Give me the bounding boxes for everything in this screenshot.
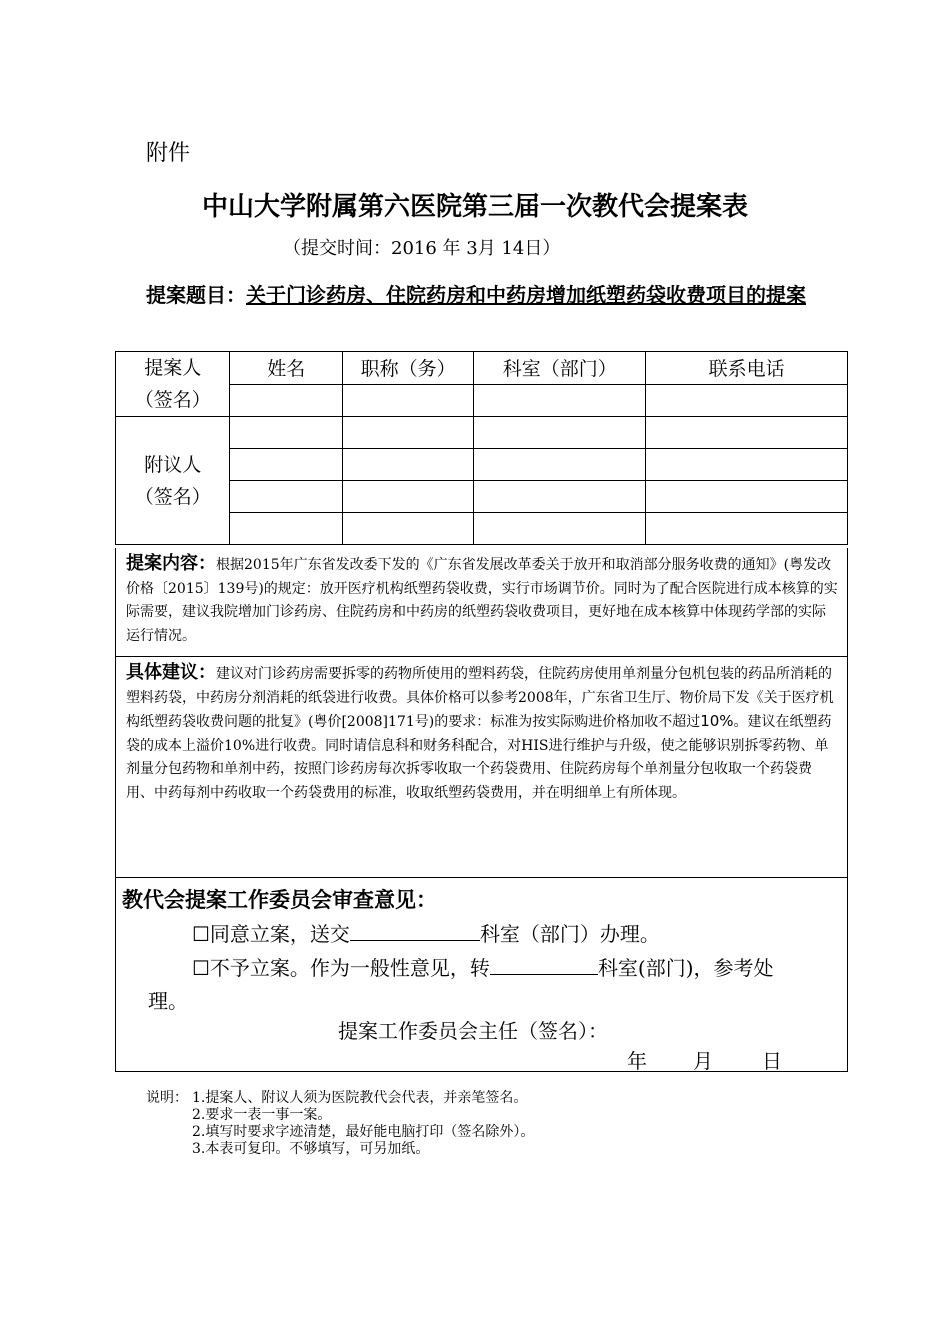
notes xyxy=(146,1090,534,1158)
suggestion-percent: 10% xyxy=(700,712,734,730)
review-option-accept xyxy=(192,918,660,947)
suggestion-text-a: 建议对门诊药房需要拆零的药物所使用的塑料药袋，住院药房使用单剂量分包机包装的药品所消耗的塑料药袋，中药房分剂消耗的纸袋进行收费。具体价格可以参考2008年，广东省卫生厅、物价局下发《关于医疗机构纸塑药袋收费问题的批复》(粤价[2008]171号)的要求：标准为按实际购进价格加收不超过 xyxy=(126,666,834,730)
accept-checkbox-text[interactable]: ☐同意立案，送交 xyxy=(192,922,350,946)
suggestion-label: 具体建议： xyxy=(126,662,216,683)
cosigner-cell[interactable] xyxy=(646,513,848,545)
cosigner-cell[interactable] xyxy=(342,449,474,481)
reject-checkbox-text[interactable]: ☐不予立案。作为一般性意见，转 xyxy=(192,956,490,980)
cosigner-cell[interactable] xyxy=(474,449,646,481)
suggestion-section xyxy=(115,657,848,878)
reject-tail: 科室(部门)，参考处 xyxy=(597,956,774,980)
content-text: 根据2015年广东省发改委下发的《广东省发展改革委关于放开和取消部分服务收费的通知》(粤发改价格〔2015〕139号)的规定：放开医疗机构纸塑药袋收费，实行市场调节价。同时为了配合医院进行成本核算的实际需要，建议我院增加门诊药房、住院药房和中药房的纸塑药袋收费项目，更好地在成本核算中体现药学部的实际运行情况。 xyxy=(126,557,838,644)
note-item: 2.要求一表一事一案。 xyxy=(192,1107,332,1123)
date-month: 月 xyxy=(693,1049,713,1073)
director-signature-label: 提案工作委员会主任（签名）： xyxy=(338,1019,608,1043)
proposal-topic xyxy=(146,280,826,310)
cosigner-cell[interactable] xyxy=(474,513,646,545)
topic-text[interactable]: 关于门诊药房、住院药房和中药房增加纸塑药袋收费项目的提案 xyxy=(246,283,806,307)
cosigner-label-cell xyxy=(116,417,230,545)
proposer-name-cell[interactable] xyxy=(230,384,342,417)
review-option-reject xyxy=(192,952,774,981)
col-header-phone: 联系电话 xyxy=(646,352,848,385)
date-year: 年 xyxy=(627,1049,647,1073)
notes-label: 说明： xyxy=(146,1090,188,1106)
proposer-department-cell[interactable] xyxy=(474,384,646,417)
cosigner-cell[interactable] xyxy=(342,481,474,513)
proposer-label: 提案人 xyxy=(144,357,202,379)
accept-tail: 科室（部门）办理。 xyxy=(479,922,660,946)
reject-tail-wrap: 理。 xyxy=(148,989,188,1013)
proposer-label-cell xyxy=(116,352,230,417)
cosigner-cell[interactable] xyxy=(646,417,848,449)
proposal-content-section xyxy=(115,548,848,657)
proposer-sign-label: （签名） xyxy=(134,389,211,411)
review-heading: 教代会提案工作委员会审查意见： xyxy=(122,888,437,912)
signature-table xyxy=(115,351,848,545)
proposer-title-cell[interactable] xyxy=(342,384,474,417)
col-header-name: 姓名 xyxy=(230,352,342,385)
cosigner-label: 附议人 xyxy=(144,453,202,476)
cosigner-cell[interactable] xyxy=(342,513,474,545)
cosigner-cell[interactable] xyxy=(646,449,848,481)
submit-time: （提交时间：2016 年 3月 14日） xyxy=(283,238,561,259)
note-item: 2.填写时要求字迹清楚，最好能电脑打印（签名除外）。 xyxy=(192,1124,535,1140)
cosigner-cell[interactable] xyxy=(230,481,342,513)
form-title: 中山大学附属第六医院第三届一次教代会提案表 xyxy=(201,192,748,222)
suggestion-text-b: 。建议在纸塑药袋的成本上溢价10%进行收费。同时请信息科和财务科配合，对HIS进行维护与升级，使之能够识别拆零药物、单剂量分包药物和单剂中药，按照门诊药房每次拆零收取一个药袋费用、住院药房每个单剂量分包收取一个药袋费用、中药每剂中药收取一个药袋费用的标准，收取纸塑药袋费用，并在明细单上有所体现。 xyxy=(126,714,832,801)
cosigner-cell[interactable] xyxy=(230,513,342,545)
col-header-title: 职称（务） xyxy=(342,352,474,385)
cosigner-cell[interactable] xyxy=(474,481,646,513)
col-header-department: 科室（部门） xyxy=(474,352,646,385)
note-item: 3.本表可复印。不够填写，可另加纸。 xyxy=(192,1141,430,1157)
reject-department-blank[interactable] xyxy=(490,954,598,975)
cosigner-cell[interactable] xyxy=(474,417,646,449)
proposer-phone-cell[interactable] xyxy=(646,384,848,417)
cosigner-cell[interactable] xyxy=(230,449,342,481)
cosigner-cell[interactable] xyxy=(342,417,474,449)
content-label: 提案内容： xyxy=(126,553,216,574)
topic-label: 提案题目： xyxy=(146,283,246,307)
cosigner-cell[interactable] xyxy=(230,417,342,449)
cosigner-cell[interactable] xyxy=(646,481,848,513)
date-day: 日 xyxy=(762,1049,782,1073)
accept-department-blank[interactable] xyxy=(350,920,480,941)
note-item: 1.提案人、附议人须为医院教代会代表，并亲笔签名。 xyxy=(192,1090,528,1106)
cosigner-sign-label: （签名） xyxy=(134,485,211,508)
attachment-label: 附件 xyxy=(146,141,191,166)
